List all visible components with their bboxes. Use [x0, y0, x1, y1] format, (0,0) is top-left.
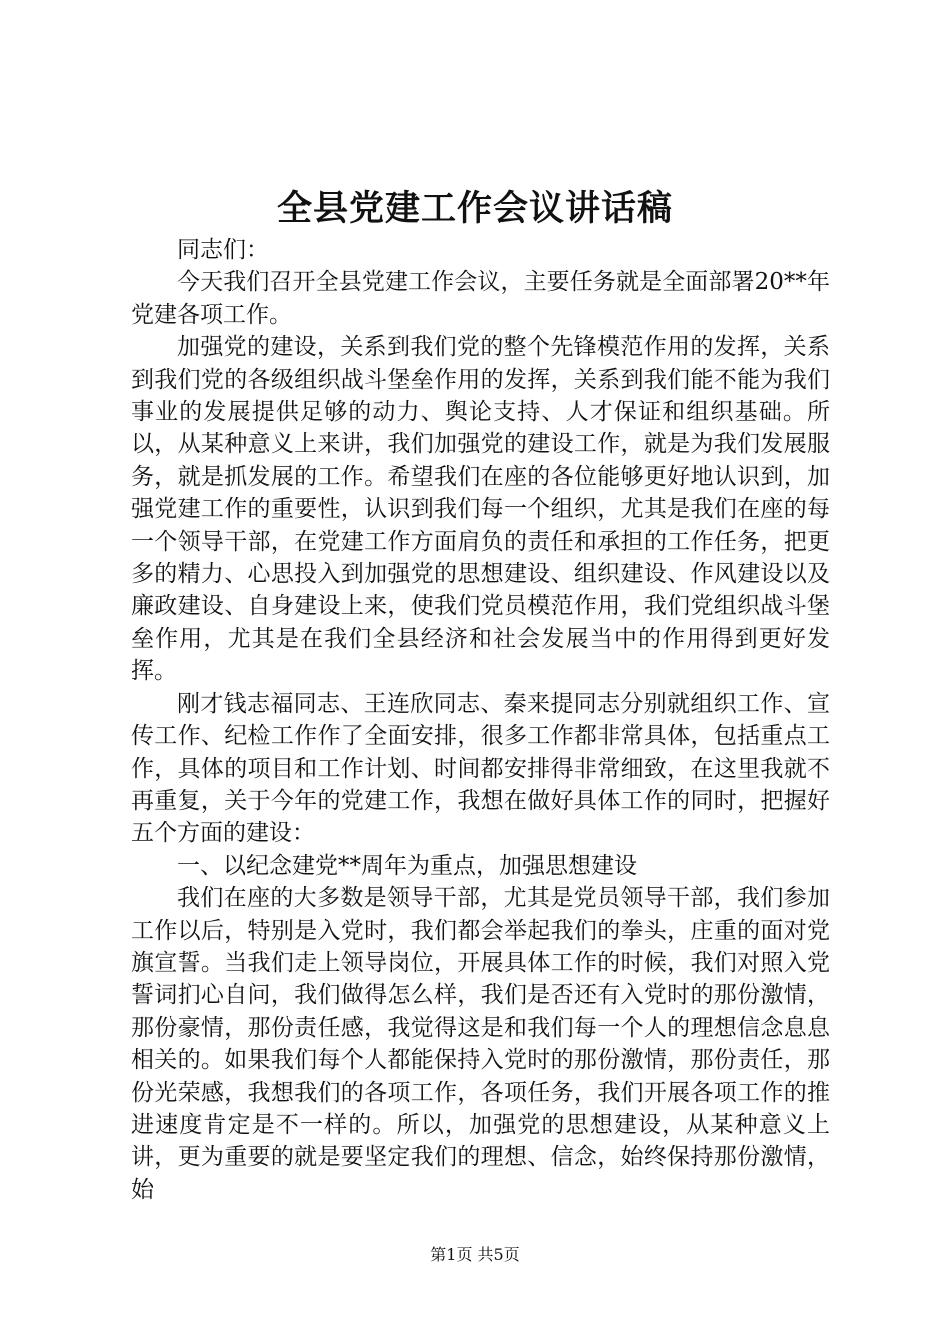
section-heading: 一、以纪念建党**周年为重点，加强思想建设: [177, 852, 637, 879]
body-paragraph: 刚才钱志福同志、王连欣同志、秦来提同志分别就组织工作、宣传工作、纪检工作作了全面安排，很多工作都非常具体，包括重点工作，具体的项目和工作计划、时间都安排得非常细致，在这里我就不再重复，关于今年的党建工作，我想在做好具体工作的同时，把握好五个方面的建设：: [131, 690, 830, 847]
document-title: 全县党建工作会议讲话稿: [276, 188, 673, 229]
body-paragraph: 今天我们召开全县党建工作会议，主要任务就是全面部署20**年党建各项工作。: [131, 269, 830, 328]
salutation-paragraph: 同志们：: [177, 237, 269, 263]
document-body: [131, 234, 830, 1206]
page-footer: 第1页 共5页: [430, 1245, 520, 1264]
body-paragraph: 加强党的建设，关系到我们党的整个先锋模范作用的发挥，关系到我们党的各级组织战斗堡垒作用的发挥，关系到我们能不能为我们事业的发展提供足够的动力、舆论支持、人才保证和组织基础。所以，从某种意义上来讲，我们加强党的建设工作，就是为我们发展服务，就是抓发展的工作。希望我们在座的各位能够更好地认识到，加强党建工作的重要性，认识到我们每一个组织，尤其是我们在座的每一个领导干部，在党建工作方面肩负的责任和承担的工作任务，把更多的精力、心思投入到加强党的思想建设、组织建设、作风建设以及廉政建设、自身建设上来，使我们党员模范作用，我们党组织战斗堡垒作用，尤其是在我们全县经济和社会发展当中的作用得到更好发挥。: [131, 334, 830, 685]
body-paragraph: 我们在座的大多数是领导干部，尤其是党员领导干部，我们参加工作以后，特别是入党时，我们都会举起我们的拳头，庄重的面对党旗宣誓。当我们走上领导岗位，开展具体工作的时候，我们对照入党誓词扪心自问，我们做得怎么样，我们是否还有入党时的那份激情，那份豪情，那份责任感，我觉得这是和我们每一个人的理想信念息息相关的。如果我们每个人都能保持入党时的那份激情，那份责任，那份光荣感，我想我们的各项工作，各项任务，我们开展各项工作的推进速度肯定是不一样的。所以，加强党的思想建设，从某种意义上讲，更为重要的就是要坚定我们的理想、信念，始终保持那份激情，始: [131, 885, 830, 1203]
